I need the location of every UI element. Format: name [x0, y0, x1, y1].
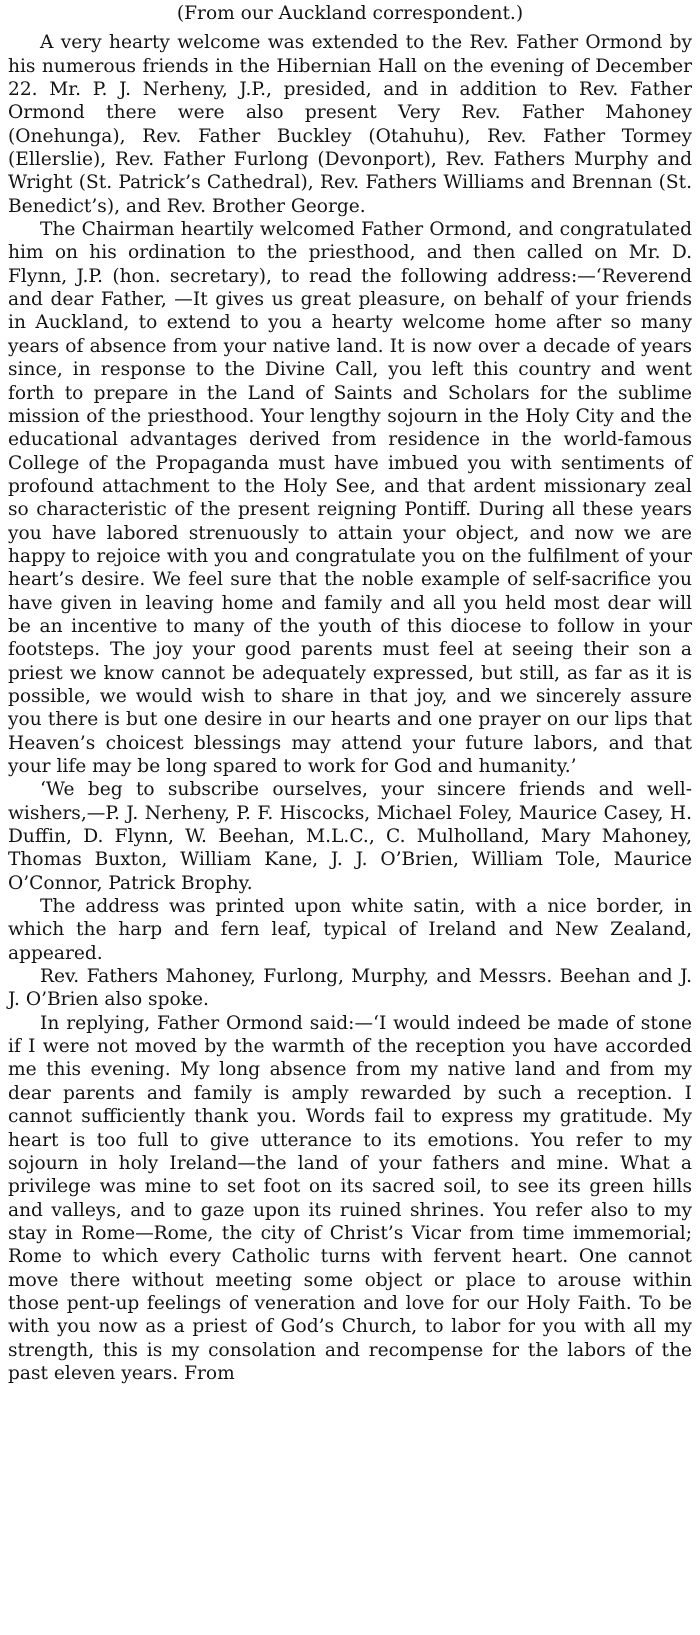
article-paragraph-address: The Chairman heartily welcomed Father Ormond, and congratulated him on his ordination to the priesthood, and then called on Mr. D. Flynn, J.P. (hon. secretary), to read the following address:—‘Reverend and dear Father, —It gives us great pleasure, on behalf of your friends in Auckland, to extend to you a hearty welcome home after so many years of absence from your native land. It is now over a decade of years since, in response to the Divine Call, you left this country and went forth to prepare in the Land of Saints and Scholars for the sublime mission of the priesthood. Your lengthy sojourn in the Holy City and the educational advantages derived from residence in the world-famous College of the Propaganda must have imbued you with sentiments of profound attachment to the Holy See, and that ardent missionary zeal so characteristic of the present reigning Pontiff. During all these years you have labored strenuously to attain your object, and now we are happy to rejoice with you and congratulate you on the fulfilment of your heart’s desire. We feel sure that the noble example of self-sacrifice you have given in leaving home and family and all you held most dear will be an incentive to many of the youth of this diocese to follow in your footsteps. The joy your good parents must feel at seeing their son a priest we know cannot be adequately expressed, but still, as far as it is possible, we would wish to share in that joy, and we sincerely assure you there is but one desire in our hearts and one prayer on our lips that Heaven’s choicest blessings may attend your future labors, and that your life may be long spared to work for God and humanity.’: [8, 219, 692, 777]
article-paragraph-reply: In replying, Father Ormond said:—‘I would indeed be made of stone if I were not moved by the warmth of the reception you have accorded me this evening. My long absence from my native land and from my dear parents and family is amply rewarded by such a reception. I cannot sufficiently thank you. Words fail to express my gratitude. My heart is too full to give utterance to its emotions. You refer to my sojourn in holy Ireland—the land of your fathers and mine. What a privilege was mine to set foot on its sacred soil, to see its green hills and valleys, and to gaze upon its ruined shrines. You refer also to my stay in Rome—Rome, the city of Christ’s Vicar from time immemorial; Rome to which every Catholic turns with fervent heart. One cannot move there without meeting some object or place to arouse within those pent-up feelings of veneration and love for our Holy Faith. To be with you now as a priest of God’s Church, to labor for you with all my strength, this is my consolation and recompense for the labors of the past eleven years. From: [8, 1012, 692, 1384]
article-paragraph-welcome: A very hearty welcome was extended to the Rev. Father Ormond by his numerous friends in the Hibernian Hall on the evening of December 22. Mr. P. J. Nerheny, J.P., presided, and in addition to Rev. Father Ormond there were also present Very Rev. Father Mahoney (Onehunga), Rev. Father Buckley (Otahuhu), Rev. Father Tormey (Ellerslie), Rev. Father Furlong (Devonport), Rev. Fathers Murphy and Wright (St. Patrick’s Cathedral), Rev. Fathers Williams and Brennan (St. Benedict’s), and Rev. Brother George.: [8, 32, 692, 217]
article-paragraph-speakers: Rev. Fathers Mahoney, Furlong, Murphy, and Messrs. Beehan and J. J. O’Brien also spoke.: [8, 966, 692, 1011]
correspondent-byline: (From our Auckland correspondent.): [176, 3, 524, 24]
article-paragraph-signatories: ‘We beg to subscribe ourselves, your sincere friends and well-wishers,—P. J. Nerheny, P. F. Hiscocks, Michael Foley, Maurice Casey, H. Duffin, D. Flynn, W. Beehan, M.L.C., C. Mulholland, Mary Mahoney, Thomas Buxton, William Kane, J. J. O’Brien, William Tole, Maurice O’Connor, Patrick Brophy.: [8, 779, 692, 894]
article-paragraph-satin: The address was printed upon white satin, with a nice border, in which the harp and fern leaf, typical of Ireland and New Zealand, appeared.: [8, 896, 692, 964]
